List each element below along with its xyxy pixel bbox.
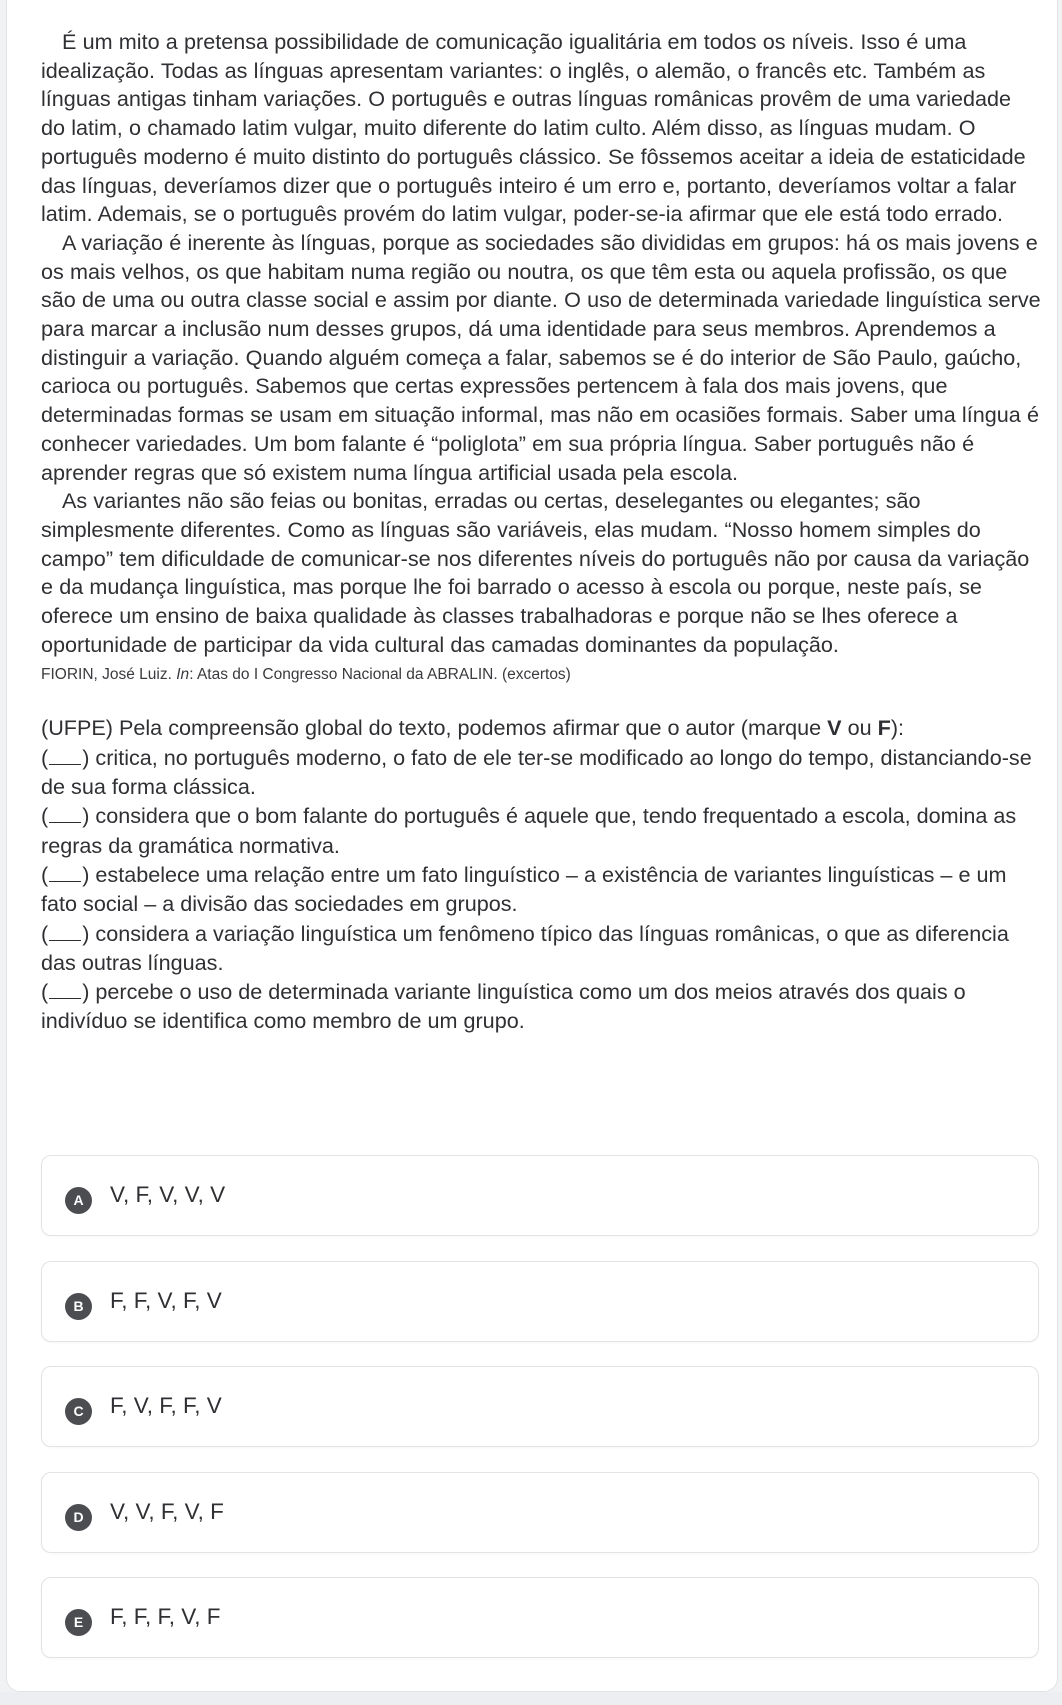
answer-blank	[49, 920, 81, 941]
answer-options	[41, 1155, 1039, 1683]
answer-blank	[49, 744, 81, 765]
option-a[interactable]	[41, 1155, 1039, 1236]
statement-1: ( ) critica, no português moderno, o fato de ele ter-se modificado ao longo do tempo, distanciando-se de sua forma clássica.	[41, 744, 1032, 800]
statement-text: estabelece uma relação entre um fato linguístico – a existência de variantes linguísticas – e um fato social – a divisão das sociedades em grupos.	[41, 861, 1007, 917]
statement-text: considera que o bom falante do português é aquele que, tendo frequentado a escola, domina as regras da gramática normativa.	[41, 803, 1017, 858]
option-text: V, V, F, V, F	[110, 1498, 224, 1524]
statement-4: ( ) considera a variação linguística um fenômeno típico das línguas românicas, o que as diferencia das outras línguas.	[41, 920, 1009, 975]
passage-paragraph-2: A variação é inerente às línguas, porque as sociedades são divididas em grupos: há os mais jovens e os mais velhos, os que habitam numa região ou noutra, os que têm esta ou aquela profissão, os que são de uma ou outra classe social e assim por diante. O uso de determinada variedade linguística serve para marcar a inclusão num desses grupos, dá uma identidade para seus membros. Aprendemos a distinguir a variação. Quando alguém começa a falar, sabemos se é do interior de São Paulo, gaúcho, carioca ou português. Sabemos que certas expressões pertencem à fala dos mais jovens, que determinadas formas se usam em situação informal, mas não em ocasiões formais. Saber uma língua é conhecer variedades. Um bom falante é “poliglota” em sua própria língua. Saber português não é aprender regras que só existem numa língua artificial usada pela escola.	[41, 229, 1041, 485]
option-text: F, V, F, F, V	[110, 1393, 222, 1418]
statement-text: percebe o uso de determinada variante linguística como um dos meios através dos quais o indivíduo se identifica como membro de um grupo.	[41, 979, 966, 1034]
question-content	[41, 28, 1041, 1036]
page-bottom-edge	[0, 1692, 1062, 1705]
statement-2: ( ) considera que o bom falante do português é aquele que, tendo frequentado a escola, domina as regras da gramática normativa.	[41, 803, 1017, 858]
option-text: F, F, F, V, F	[110, 1604, 221, 1629]
option-letter-badge: A	[65, 1187, 92, 1214]
question-prompt: (UFPE) Pela compreensão global do texto, podemos afirmar que o autor (marque V ou F):	[41, 715, 905, 741]
option-letter-badge: B	[65, 1293, 92, 1320]
option-letter-badge: C	[65, 1398, 92, 1425]
source-in: In	[176, 666, 190, 684]
option-b[interactable]	[41, 1261, 1039, 1342]
statement-3: ( ) estabelece uma relação entre um fato linguístico – a existência de variantes linguísticas – e um fato social – a divisão das sociedades em grupos.	[41, 861, 1007, 917]
passage-paragraph-1: É um mito a pretensa possibilidade de comunicação igualitária em todos os níveis. Isso é uma idealização. Todas as línguas apresentam variantes: o inglês, o alemão, o francês etc. Também as línguas antigas tinham variações. O português e outras línguas românicas provêm de uma variedade do latim, o chamado latim vulgar, muito diferente do latim culto. Além disso, as línguas mudam. O português moderno é muito distinto do português clássico. Se fôssemos aceitar a ideia de estaticidade das línguas, deveríamos dizer que o português inteiro é um erro e, portanto, deveríamos voltar a falar latim. Ademais, se o português provém do latim vulgar, poder-se-ia afirmar que ele está todo errado.	[41, 29, 1026, 227]
statement-text: considera a variação linguística um fenômeno típico das línguas românicas, o que as diferencia das outras línguas.	[41, 920, 1009, 975]
passage-paragraph-3: As variantes não são feias ou bonitas, erradas ou certas, deselegantes ou elegantes; são simplesmente diferentes. Como as línguas são variáveis, elas mudam. “Nosso homem simples do campo” tem dificuldade de comunicar-se nos diferentes níveis do português não por causa da variação e da mudança linguística, mas porque lhe foi barrado o acesso à escola ou porque, neste país, se oferece um ensino de baixa qualidade às classes trabalhadoras e porque não se lhes oferece a oportunidade de participar da vida cultural das camadas dominantes da população.	[41, 488, 1030, 657]
statement-5: ( ) percebe o uso de determinada variante linguística como um dos meios através dos quais o indivíduo se identifica como membro de um grupo.	[41, 979, 966, 1034]
option-e[interactable]	[41, 1577, 1039, 1658]
option-c[interactable]	[41, 1366, 1039, 1447]
statement-text: critica, no português moderno, o fato de ele ter-se modificado ao longo do tempo, distanciando-se de sua forma clássica.	[41, 744, 1032, 800]
answer-blank	[49, 978, 81, 999]
option-text: V, F, V, V, V	[110, 1182, 226, 1207]
answer-blank	[49, 861, 81, 882]
source-rest: : Atas do I Congresso Nacional da ABRALIN. (excertos)	[189, 666, 571, 684]
option-d[interactable]	[41, 1472, 1039, 1553]
answer-blank	[49, 802, 81, 823]
passage-source	[41, 665, 1041, 685]
option-text: F, F, V, F, V	[110, 1287, 222, 1313]
option-letter-badge: E	[65, 1609, 92, 1636]
option-letter-badge: D	[65, 1504, 92, 1531]
source-author: FIORIN, José Luiz.	[41, 666, 172, 684]
